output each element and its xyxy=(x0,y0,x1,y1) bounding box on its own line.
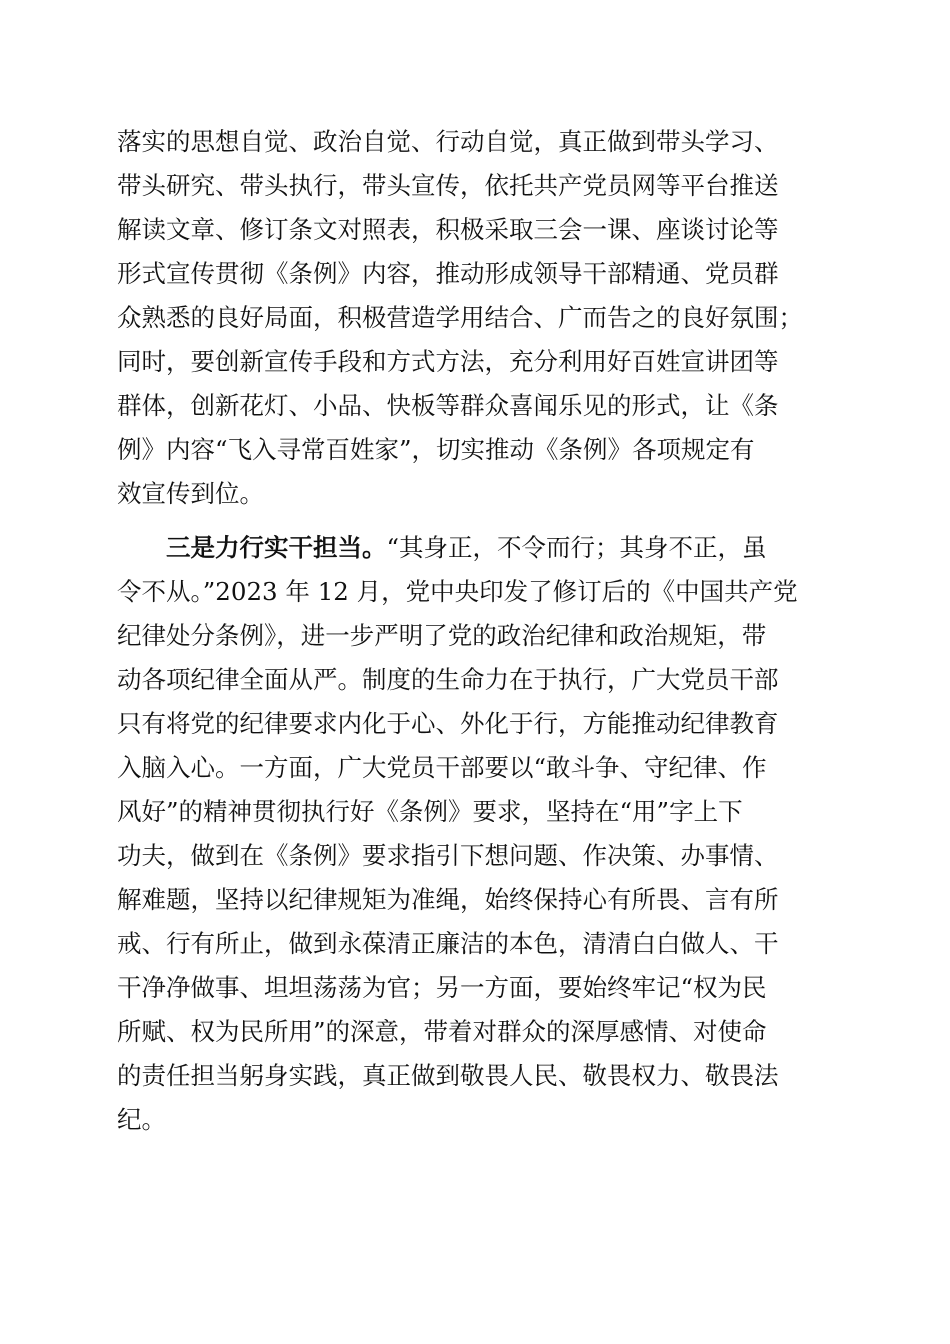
paragraph-line: 动各项纪律全面从严。制度的生命力在于执行，广大党员干部 xyxy=(117,665,779,694)
paragraph-line: 带头研究、带头执行，带头宣传，依托共产党员网等平台推送 xyxy=(117,171,779,200)
paragraph-line: 只有将党的纪律要求内化于心、外化于行，方能推动纪律教育 xyxy=(117,709,779,738)
paragraph-line: 落实的思想自觉、政治自觉、行动自觉，真正做到带头学习、 xyxy=(117,127,779,156)
paragraph-line: 风好”的精神贯彻执行好《条例》要求，坚持在“用”字上下 xyxy=(117,797,743,826)
paragraph-line: 例》内容“飞入寻常百姓家”，切实推动《条例》各项规定有 xyxy=(117,435,755,464)
paragraph-line: 戒、行有所止，做到永葆清正廉洁的本色，清清白白做人、干 xyxy=(117,929,779,958)
paragraph-line: 解难题，坚持以纪律规矩为准绳，始终保持心有所畏、言有所 xyxy=(117,885,779,914)
paragraph-first-line xyxy=(166,526,767,570)
section-heading: 三是力行实干担当。 xyxy=(166,533,387,562)
paragraph-line: 纪。 xyxy=(117,1105,166,1134)
paragraph-text: “其身正，不令而行；其身不正，虽 xyxy=(386,533,767,562)
paragraph-line: 群体，创新花灯、小品、快板等群众喜闻乐见的形式，让《条 xyxy=(117,391,779,420)
paragraph-line: 功夫，做到在《条例》要求指引下想问题、作决策、办事情、 xyxy=(117,841,779,870)
paragraph-line: 众熟悉的良好局面，积极营造学用结合、广而告之的良好氛围； xyxy=(117,303,803,332)
paragraph-line: 解读文章、修订条文对照表，积极采取三会一课、座谈讨论等 xyxy=(117,215,779,244)
paragraph-line: 效宣传到位。 xyxy=(117,479,264,508)
paragraph-line: 的责任担当躬身实践，真正做到敬畏人民、敬畏权力、敬畏法 xyxy=(117,1061,779,1090)
paragraph-line: 干净净做事、坦坦荡荡为官；另一方面，要始终牢记“权为民 xyxy=(117,973,767,1002)
paragraph-line: 纪律处分条例》，进一步严明了党的政治纪律和政治规矩，带 xyxy=(117,621,767,650)
paragraph-line: 所赋、权为民所用”的深意，带着对群众的深厚感情、对使命 xyxy=(117,1017,767,1046)
paragraph-line: 形式宣传贯彻《条例》内容，推动形成领导干部精通、党员群 xyxy=(117,259,779,288)
paragraph-line: 同时，要创新宣传手段和方式方法，充分利用好百姓宣讲团等 xyxy=(117,347,779,376)
paragraph-line: 入脑入心。一方面，广大党员干部要以“敢斗争、守纪律、作 xyxy=(117,753,767,782)
paragraph-line: 令不从。”2023 年 12 月，党中央印发了修订后的《中国共产党 xyxy=(117,577,798,606)
